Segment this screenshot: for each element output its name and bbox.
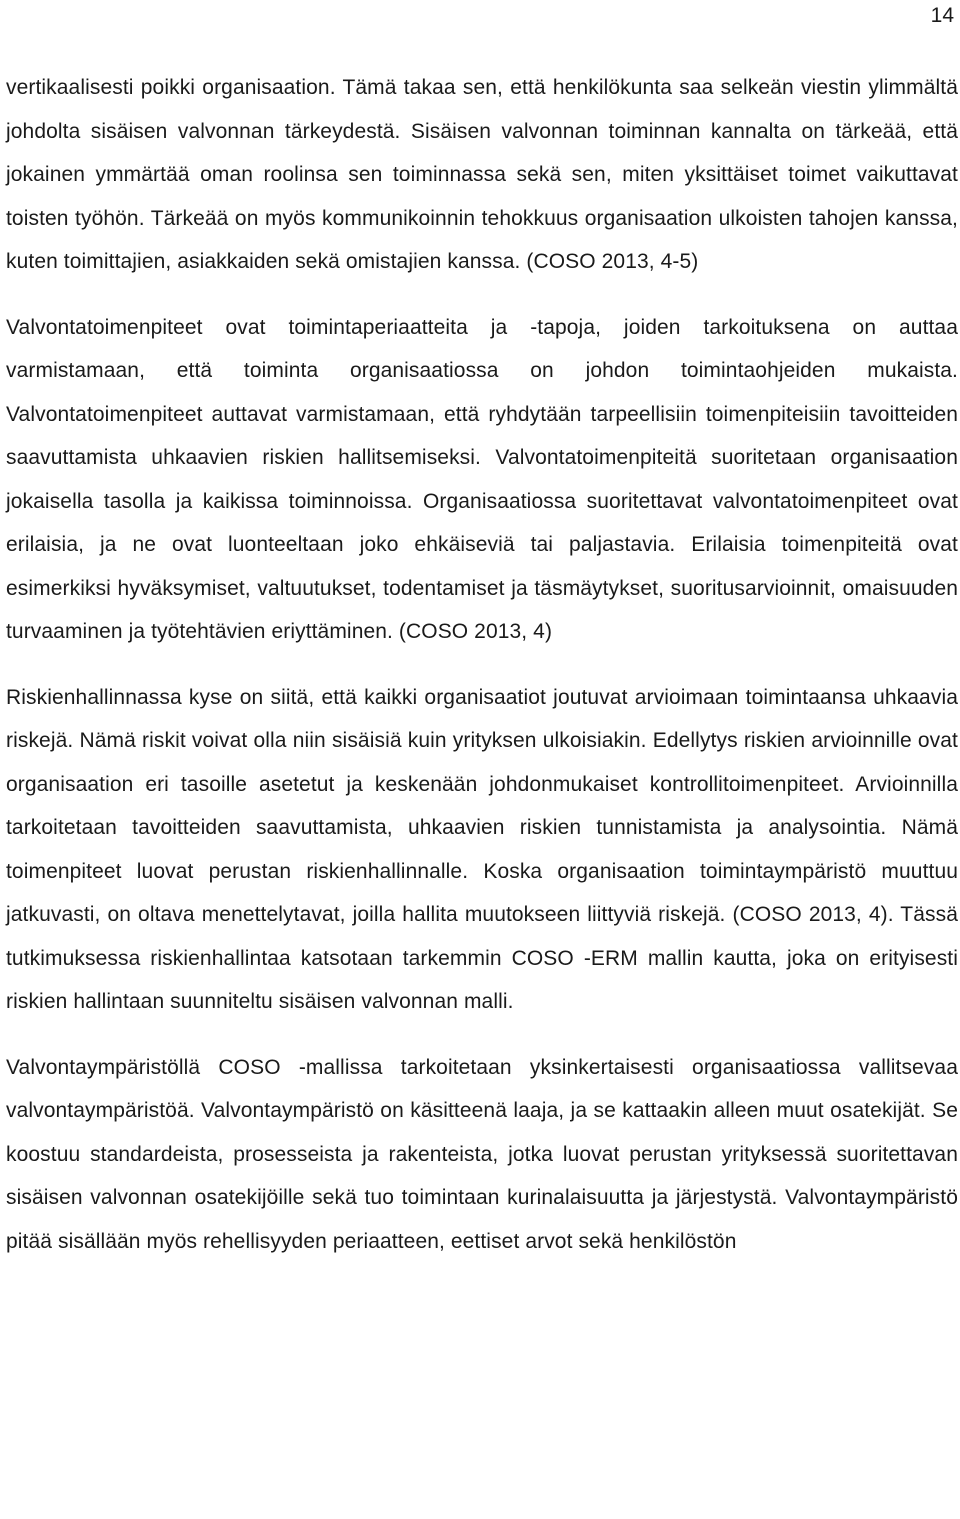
- page-number: 14: [930, 4, 954, 27]
- paragraph-control-environment: Valvontaympäristöllä COSO -mallissa tarkoitetaan yksinkertaisesti organisaatiossa vallitsevaa valvontaympäristöä. Valvontaympäristö on käsitteenä laaja, ja se kattaakin alleen muut osatekijät. Se koostuu standardeista, prosesseista ja rakenteista, jotka luovat perustan yrityksessä suoritettavan sisäisen valvonnan osatekijöille sekä tuo toimintaan kurinalaisuutta ja järjestystä. Valvontaympäristö pitää sisällään myös rehellisyyden periaatteen, eettiset arvot sekä henkilöstön: [6, 1055, 958, 1253]
- paragraph-risk-management: Riskienhallinnassa kyse on siitä, että kaikki organisaatiot joutuvat arvioimaan toimintaansa uhkaavia riskejä. Nämä riskit voivat olla niin sisäisiä kuin yrityksen ulkoisiakin. Edellytys riskien arvioinnille ovat organisaation eri tasoille asetetut ja keskenään johdonmukaiset kontrollitoimenpiteet. Arvioinnilla tarkoitetaan tavoitteiden saavuttamista, uhkaavien riskien tunnistamista ja analysointia. Nämä toimenpiteet luovat perustan riskienhallinnalle. Koska organisaation toimintaympäristö muuttuu jatkuvasti, on oltava menettelytavat, joilla hallita muutokseen liittyviä riskejä. (COSO 2013, 4). Tässä tutkimuksessa riskienhallintaa katsotaan tarkemmin COSO -ERM mallin kautta, joka on erityisesti riskien hallintaan suunniteltu sisäisen valvonnan malli.: [6, 685, 958, 1013]
- paragraph-communication: vertikaalisesti poikki organisaation. Tämä takaa sen, että henkilökunta saa selkeän viestin ylimmältä johdolta sisäisen valvonnan tärkeydestä. Sisäisen valvonnan toiminnan kannalta on tärkeää, että jokainen ymmärtää oman roolinsa sen toiminnassa sekä sen, miten yksittäiset toimet vaikuttavat toisten työhön. Tärkeää on myös kommunikoinnin tehokkuus organisaation ulkoisten tahojen kanssa, kuten toimittajien, asiakkaiden sekä omistajien kanssa. (COSO 2013, 4-5): [6, 76, 958, 273]
- document-body: [6, 66, 958, 1263]
- paragraph-control-activities: Valvontatoimenpiteet ovat toimintaperiaatteita ja -tapoja, joiden tarkoituksena on auttaa varmistamaan, että toiminta organisaatiossa on johdon toimintaohjeiden mukaista. Valvontatoimenpiteet auttavat varmistamaan, että ryhdytään tarpeellisiin toimenpiteisiin tavoitteiden saavuttamista uhkaavien riskien hallitsemiseksi. Valvontatoimenpiteitä suoritetaan organisaation jokaisella tasolla ja kaikissa toiminnoissa. Organisaatiossa suoritettavat valvontatoimenpiteet ovat erilaisia, ja ne ovat luonteeltaan joko ehkäiseviä tai paljastavia. Erilaisia toimenpiteitä ovat esimerkiksi hyväksymiset, valtuutukset, todentamiset ja täsmäytykset, suoritusarvioinnit, omaisuuden turvaaminen ja työtehtävien eriyttäminen. (COSO 2013, 4): [6, 315, 958, 643]
